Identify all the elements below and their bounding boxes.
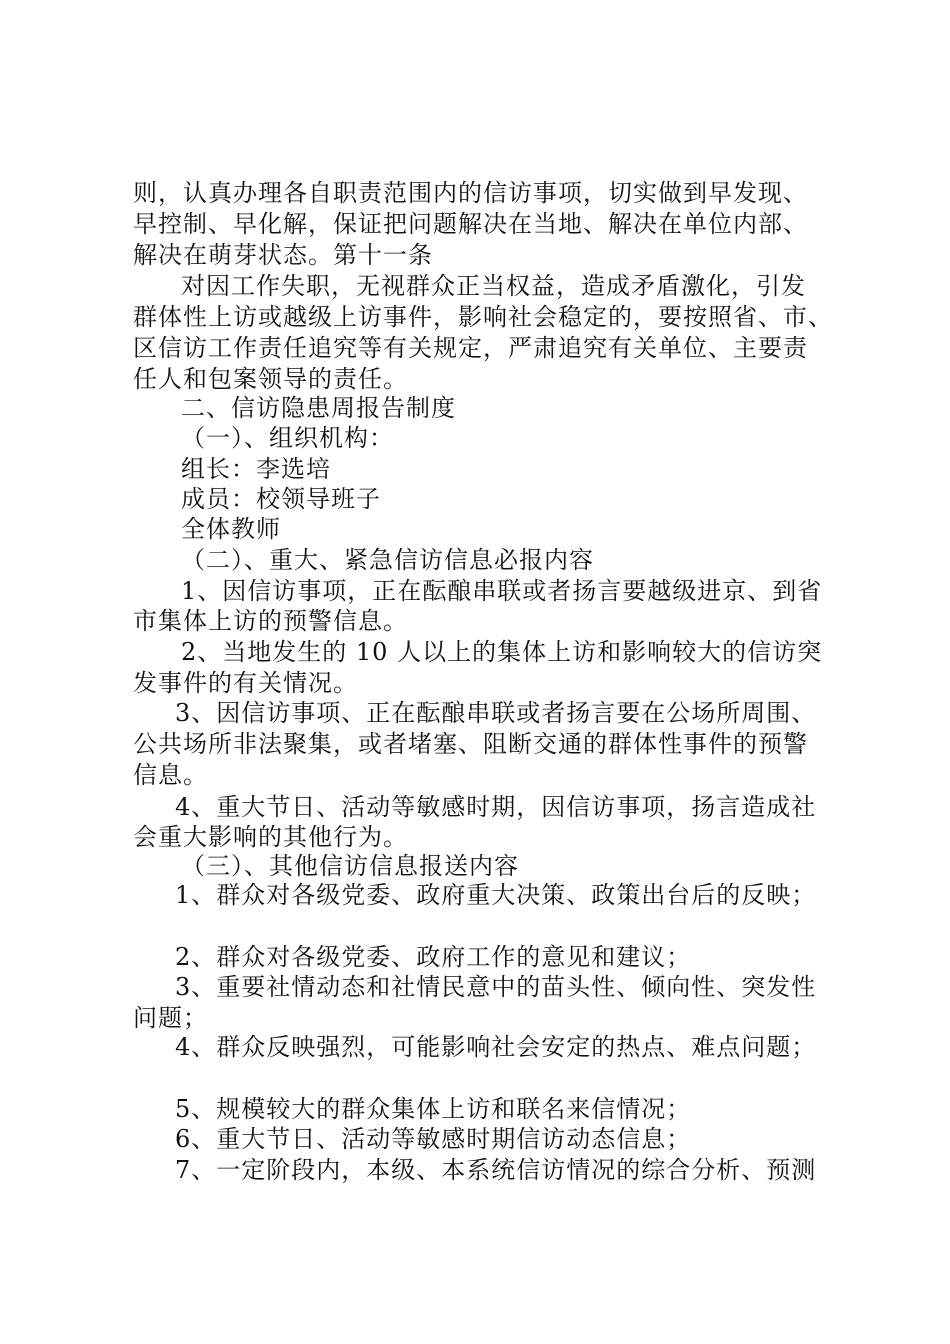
- list-item: 2、群众对各级党委、政府工作的意见和建议；: [175, 943, 692, 971]
- text-line: 问题；: [133, 1004, 208, 1032]
- text-line: 任人和包案领导的责任。: [133, 365, 408, 393]
- text-line: 成员：校领导班子: [181, 485, 381, 513]
- list-item: 3、因信访事项、正在酝酿串联或者扬言要在公场所周围、: [175, 699, 817, 727]
- text-line: 全体教师: [181, 515, 281, 543]
- list-item: 5、规模较大的群众集体上访和联名来信情况；: [175, 1095, 692, 1123]
- text-line: 区信访工作责任追究等有关规定，严肃追究有关单位、主要责: [133, 334, 808, 362]
- text-line: 群体性上访或越级上访事件，影响社会稳定的，要按照省、市、: [133, 303, 833, 331]
- text-line: 公共场所非法聚集，或者堵塞、阻断交通的群体性事件的预警: [133, 730, 808, 758]
- list-item: 7、一定阶段内，本级、本系统信访情况的综合分析、预测: [175, 1156, 817, 1184]
- text-line: 发事件的有关情况。: [133, 669, 358, 697]
- section-heading: 二、信访隐患周报告制度: [181, 394, 456, 422]
- list-item: 4、群众反映强烈，可能影响社会安定的热点、难点问题；: [175, 1033, 817, 1061]
- text-line: 市集体上访的预警信息。: [133, 607, 408, 635]
- list-item: 4、重大节日、活动等敏感时期，因信访事项，扬言造成社: [175, 793, 817, 821]
- list-item: 3、重要社情动态和社情民意中的苗头性、倾向性、突发性: [175, 973, 817, 1001]
- text-line: 会重大影响的其他行为。: [133, 823, 408, 851]
- list-item: 2、当地发生的 10 人以上的集体上访和影响较大的信访突: [181, 638, 823, 666]
- list-item: 1、因信访事项，正在酝酿串联或者扬言要越级进京、到省: [181, 577, 823, 605]
- subsection-heading: （一）、组织机构：: [181, 424, 394, 452]
- subsection-heading: （三）、其他信访信息报送内容: [181, 852, 519, 880]
- subsection-heading: （二）、重大、紧急信访信息必报内容: [181, 546, 594, 574]
- text-line: 组长：李选培: [181, 455, 331, 483]
- text-line: 对因工作失职，无视群众正当权益，造成矛盾激化，引发: [181, 272, 806, 300]
- text-line: 信息。: [133, 761, 208, 789]
- list-item: 6、重大节日、活动等敏感时期信访动态信息；: [175, 1125, 692, 1153]
- text-line: 早控制、早化解，保证把问题解决在当地、解决在单位内部、: [133, 210, 808, 238]
- list-item: 1、群众对各级党委、政府重大决策、政策出台后的反映；: [175, 881, 817, 909]
- text-line: 解决在萌芽状态。第十一条: [133, 241, 433, 269]
- text-line: 则，认真办理各自职责范围内的信访事项，切实做到早发现、: [133, 179, 808, 207]
